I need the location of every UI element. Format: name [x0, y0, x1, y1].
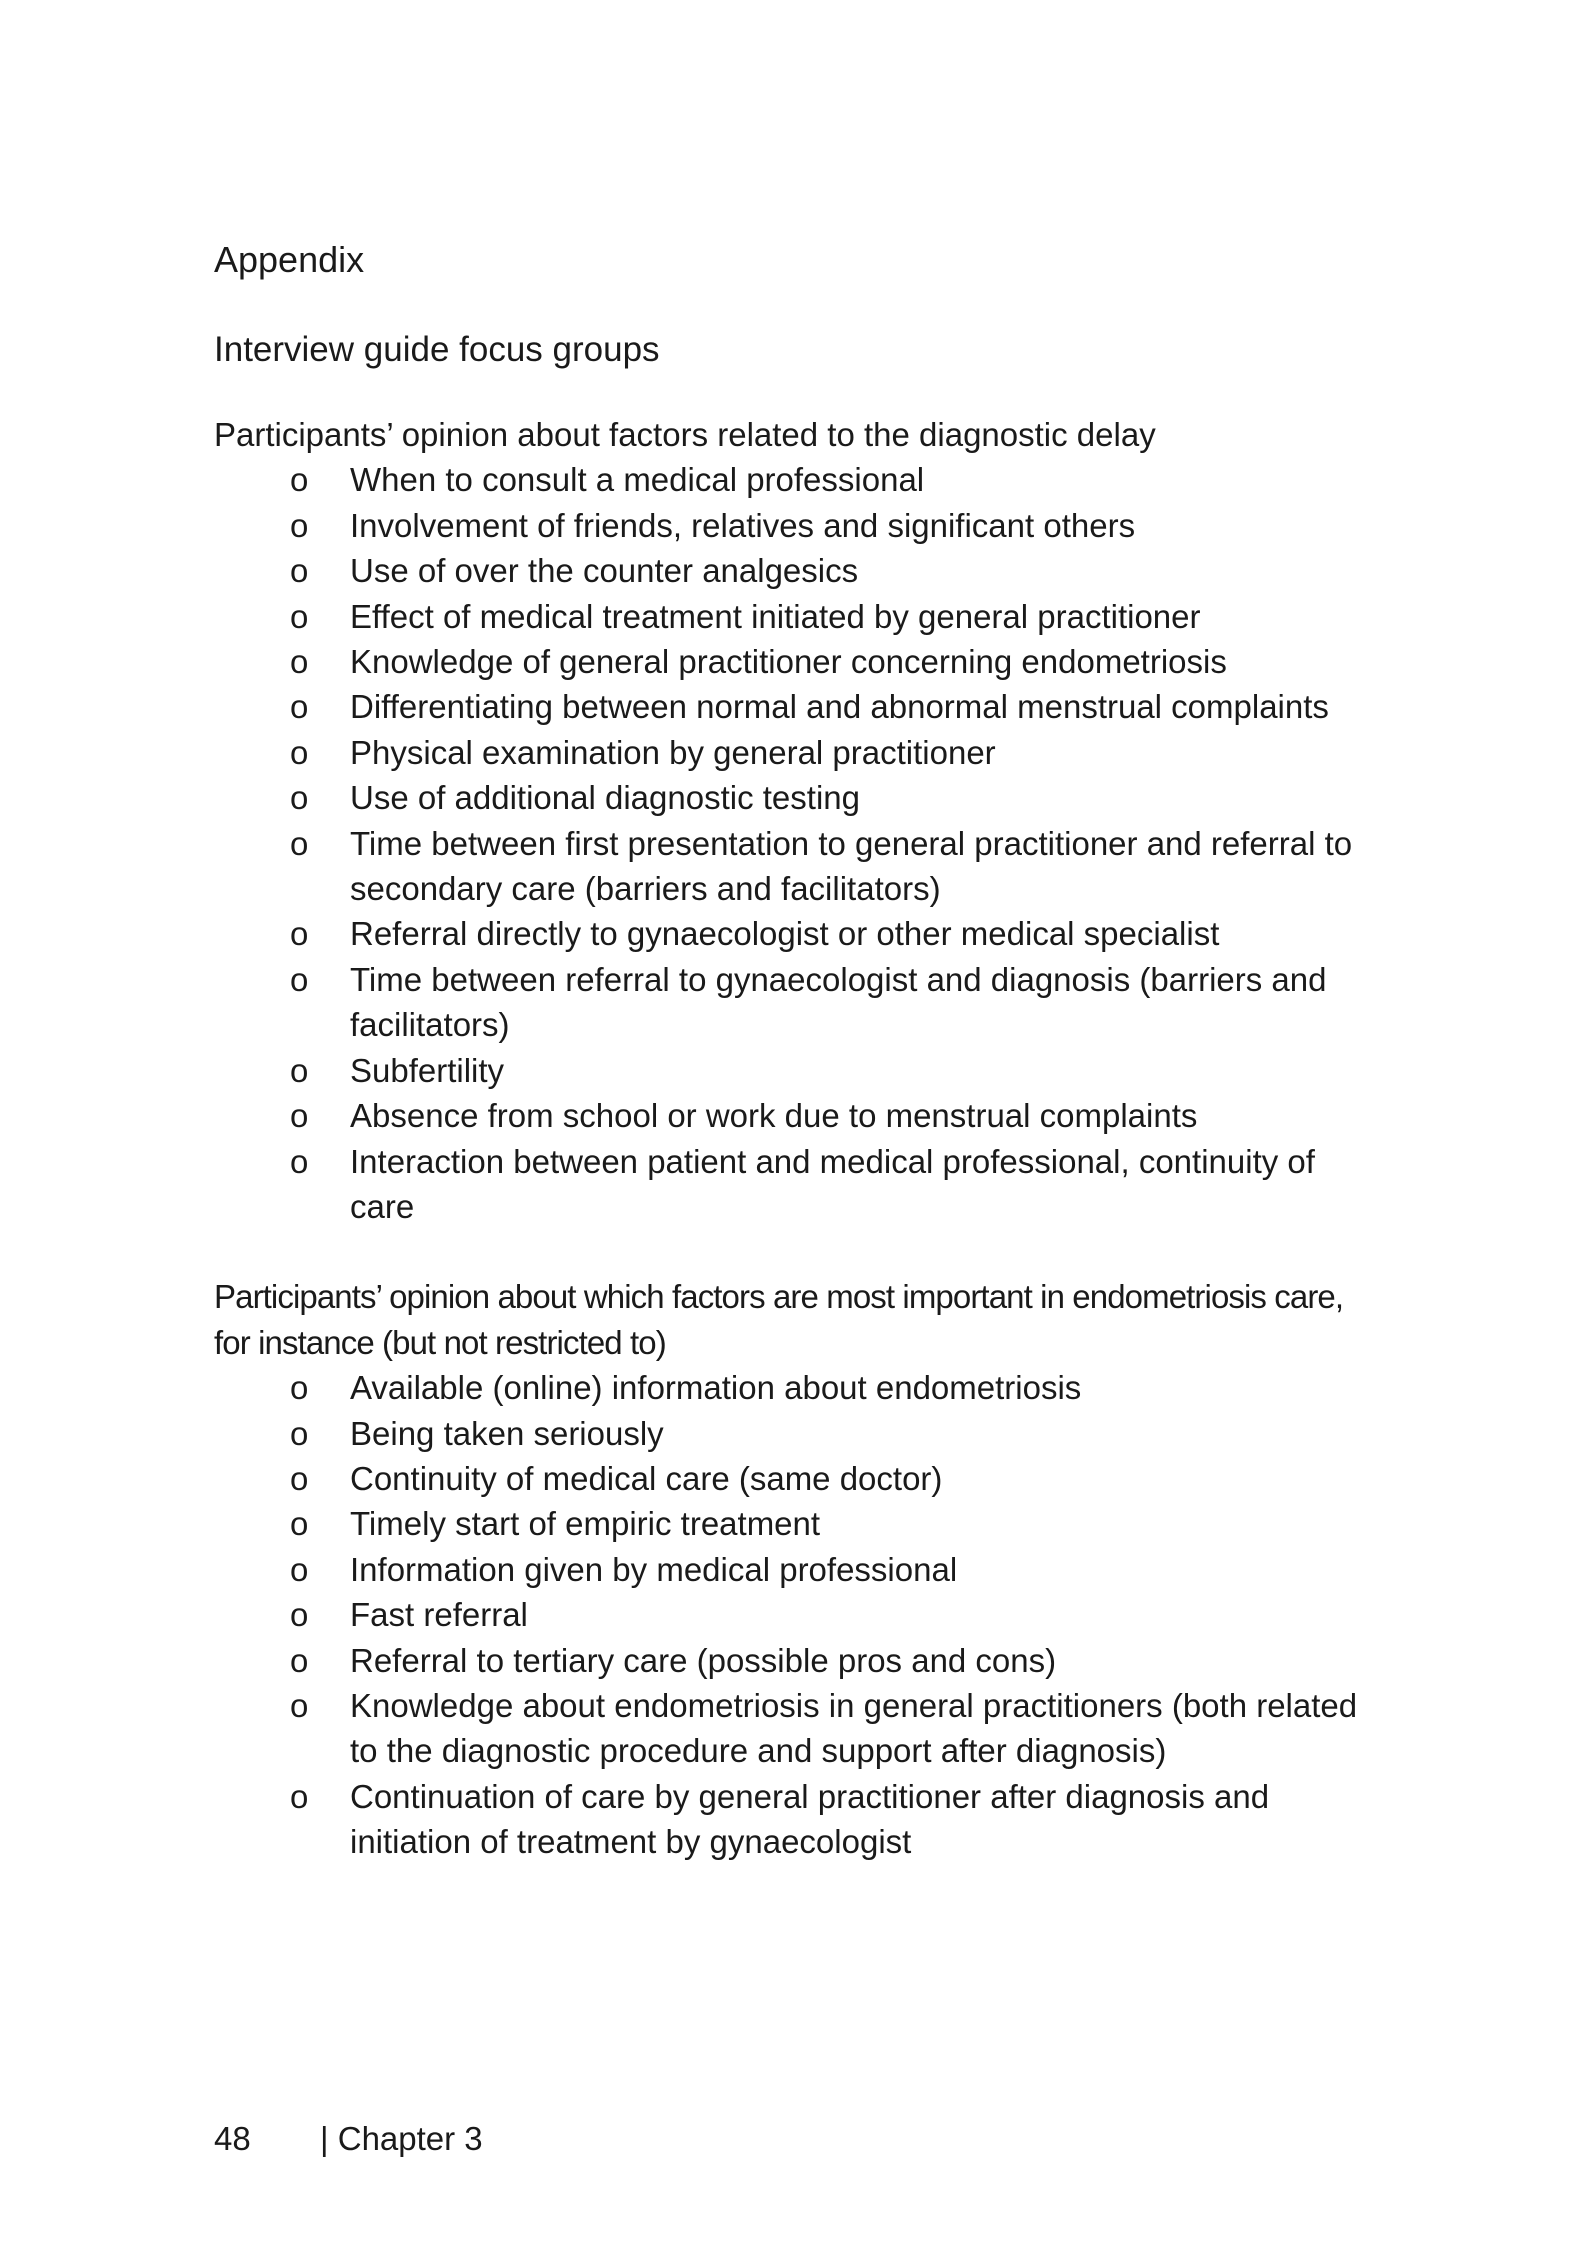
- list-item: [214, 1774, 1384, 1865]
- list-item-text: Use of additional diagnostic testing: [350, 779, 860, 817]
- bullet-marker: o: [290, 1596, 309, 1634]
- list-item: [214, 1592, 1384, 1637]
- list-item: [214, 639, 1384, 684]
- bullet-marker: o: [290, 552, 309, 590]
- list-item: [214, 1456, 1384, 1501]
- bullet-marker: o: [290, 1550, 309, 1588]
- bullet-marker: o: [290, 779, 309, 817]
- list-item: [214, 503, 1384, 548]
- list-item: [214, 1411, 1384, 1456]
- list-item-text: Time between first presentation to general practitioner and referral to secondary care (barriers and facilitators): [350, 824, 1353, 908]
- list-item-text: Being taken seriously: [350, 1414, 664, 1452]
- important-factors-list: [214, 1365, 1384, 1864]
- list-item-text: Referral to tertiary care (possible pros and cons): [350, 1641, 1057, 1679]
- section-heading-diagnostic-delay: Participants’ opinion about factors related to the diagnostic delay: [214, 416, 1156, 453]
- bullet-marker: o: [290, 1142, 309, 1180]
- list-item-text: Differentiating between normal and abnormal menstrual complaints: [350, 688, 1329, 726]
- list-item-text: Effect of medical treatment initiated by general practitioner: [350, 597, 1201, 635]
- bullet-marker: o: [290, 1051, 309, 1089]
- bullet-marker: o: [290, 1414, 309, 1452]
- list-item-text: Absence from school or work due to menstrual complaints: [350, 1097, 1198, 1135]
- chapter-label: | Chapter 3: [320, 2120, 483, 2157]
- list-item: [214, 1139, 1384, 1230]
- bullet-marker: o: [290, 1459, 309, 1497]
- list-item-text: Timely start of empiric treatment: [350, 1505, 821, 1543]
- list-item-text: Knowledge about endometriosis in general practitioners (both related to the diagnostic procedure and support after diagnosis): [350, 1686, 1358, 1770]
- list-item-text: Involvement of friends, relatives and significant others: [350, 506, 1136, 544]
- list-item-text: Subfertility: [350, 1051, 505, 1089]
- list-item-text: Available (online) information about endometriosis: [350, 1369, 1082, 1407]
- list-item: [214, 957, 1384, 1048]
- list-item: [214, 1683, 1384, 1774]
- list-item: [214, 821, 1384, 912]
- interview-guide-subtitle: Interview guide focus groups: [214, 330, 660, 369]
- section-diagnostic-delay: [214, 412, 1384, 1229]
- list-item-text: Continuity of medical care (same doctor): [350, 1459, 943, 1497]
- diagnostic-delay-list: [214, 457, 1384, 1229]
- list-item-text: When to consult a medical professional: [350, 461, 925, 499]
- list-item: [214, 1048, 1384, 1093]
- appendix-title: Appendix: [214, 239, 365, 280]
- bullet-marker: o: [290, 643, 309, 681]
- list-item-text: Time between referral to gynaecologist and diagnosis (barriers and facilitators): [350, 960, 1327, 1044]
- list-item: [214, 1093, 1384, 1138]
- bullet-marker: o: [290, 506, 309, 544]
- page-footer: [214, 2116, 483, 2161]
- bullet-marker: o: [290, 1641, 309, 1679]
- bullet-marker: o: [290, 461, 309, 499]
- list-item: [214, 594, 1384, 639]
- list-item-text: Interaction between patient and medical professional, continuity of care: [350, 1142, 1315, 1225]
- list-item-text: Information given by medical professional: [350, 1550, 958, 1588]
- list-item-text: Use of over the counter analgesics: [350, 552, 859, 590]
- bullet-marker: o: [290, 1686, 309, 1724]
- bullet-marker: o: [290, 597, 309, 635]
- bullet-marker: o: [290, 915, 309, 953]
- bullet-marker: o: [290, 960, 309, 998]
- bullet-marker: o: [290, 824, 309, 862]
- bullet-marker: o: [290, 733, 309, 771]
- list-item-text: Physical examination by general practitioner: [350, 733, 996, 771]
- list-item: [214, 1365, 1384, 1410]
- bullet-marker: o: [290, 1777, 309, 1815]
- list-item: [214, 1501, 1384, 1546]
- list-item-text: Referral directly to gynaecologist or other medical specialist: [350, 915, 1220, 953]
- list-item: [214, 730, 1384, 775]
- document-page: [214, 232, 1384, 1865]
- section-heading-important-factors: Participants’ opinion about which factors are most important in endometriosis care, for instance (but not restricted to): [214, 1278, 1344, 1361]
- list-item: [214, 457, 1384, 502]
- list-item: [214, 1547, 1384, 1592]
- list-item: [214, 775, 1384, 820]
- bullet-marker: o: [290, 1505, 309, 1543]
- page-number: 48: [214, 2120, 251, 2157]
- list-item: [214, 548, 1384, 593]
- list-item: [214, 911, 1384, 956]
- bullet-marker: o: [290, 688, 309, 726]
- list-item: [214, 684, 1384, 729]
- section-important-factors: [214, 1274, 1384, 1864]
- list-item-text: Continuation of care by general practitioner after diagnosis and initiation of treatment by gynaecologist: [350, 1777, 1270, 1861]
- list-item-text: Fast referral: [350, 1596, 528, 1634]
- bullet-marker: o: [290, 1097, 309, 1135]
- list-item-text: Knowledge of general practitioner concerning endometriosis: [350, 643, 1227, 681]
- list-item: [214, 1638, 1384, 1683]
- bullet-marker: o: [290, 1369, 309, 1407]
